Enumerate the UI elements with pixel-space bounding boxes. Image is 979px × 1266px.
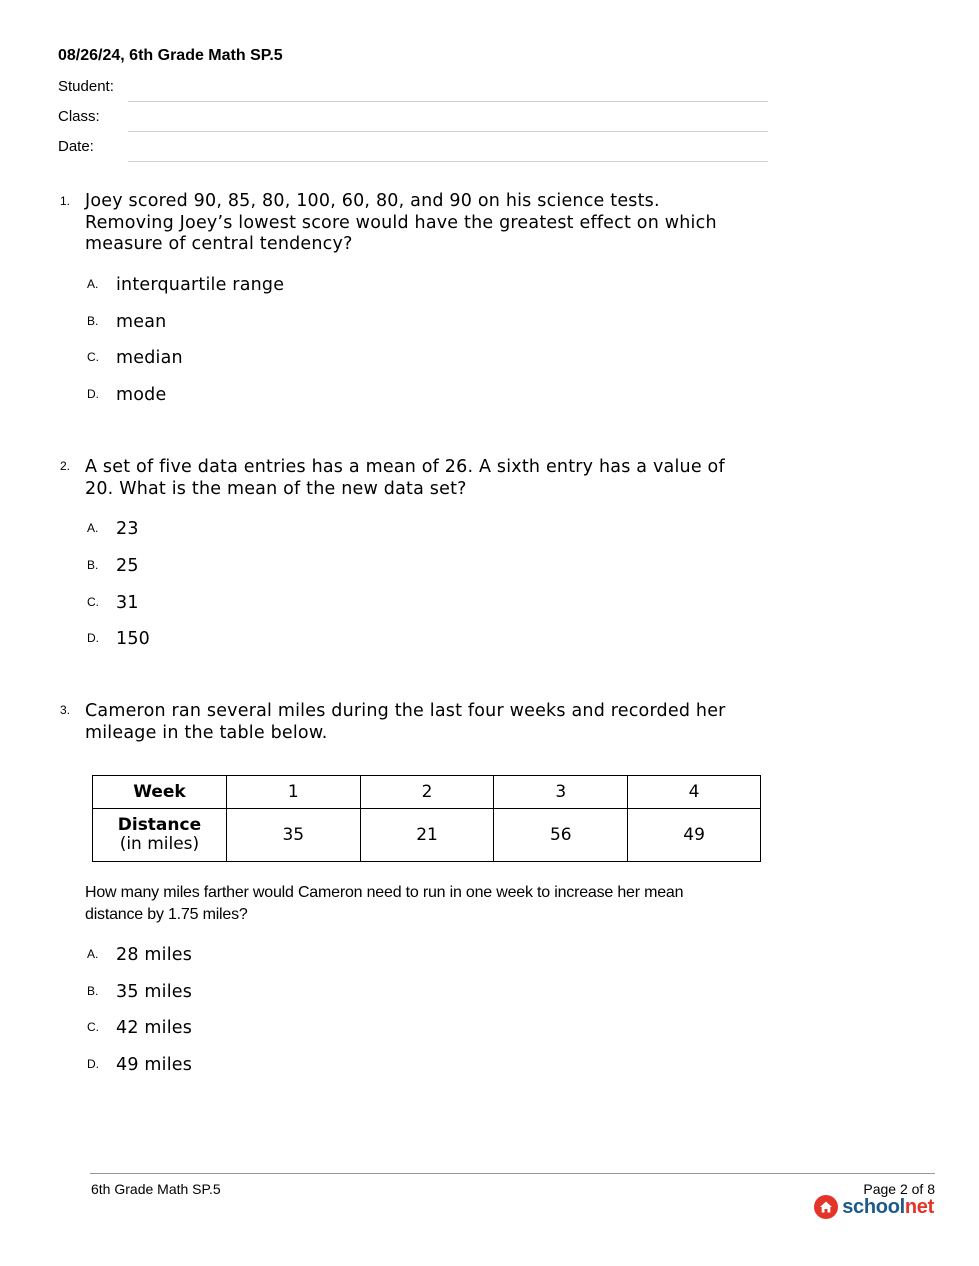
option-text[interactable]: 23	[116, 519, 139, 539]
question-line: Removing Joey’s lowest score would have the greatest effect on which	[85, 212, 717, 233]
followup-line: distance by 1.75 miles?	[85, 906, 248, 923]
question-text	[85, 191, 765, 256]
option-letter: D.	[87, 631, 99, 645]
option-text[interactable]: 150	[116, 629, 151, 649]
option-letter: D.	[87, 1057, 99, 1071]
class-label: Class:	[58, 108, 100, 125]
logo-wordmark: schoolnet	[842, 1195, 934, 1218]
footer-title: 6th Grade Math SP.5	[91, 1181, 221, 1197]
schoolnet-logo	[814, 1195, 934, 1219]
week-row	[93, 776, 761, 809]
option-text[interactable]: 35 miles	[116, 982, 193, 1002]
student-label: Student:	[58, 78, 114, 95]
date-label: Date:	[58, 138, 94, 155]
question-line: mileage in the table below.	[85, 722, 328, 743]
option-letter: A.	[87, 277, 99, 291]
question-line: measure of central tendency?	[85, 234, 353, 254]
week-cell: 3	[494, 776, 628, 809]
question-text	[85, 701, 765, 744]
question-line: 20. What is the mean of the new data set?	[85, 478, 467, 499]
option-text[interactable]: 49 miles	[116, 1055, 193, 1075]
question-number: 3.	[60, 703, 71, 717]
option-letter: C.	[87, 350, 99, 364]
followup-line: How many miles farther would Cameron need to run in one week to increase her mean	[85, 884, 684, 901]
house-icon	[814, 1195, 838, 1219]
question-followup	[85, 882, 765, 926]
class-line	[128, 131, 768, 132]
distance-header: Distance (in miles)	[93, 809, 227, 862]
week-cell: 4	[628, 776, 761, 809]
option-letter: A.	[87, 947, 99, 961]
option-letter: C.	[87, 1020, 99, 1034]
option-text[interactable]: interquartile range	[116, 275, 285, 295]
option-text[interactable]: 25	[116, 556, 139, 576]
date-line	[128, 161, 768, 162]
question-line: A set of five data entries has a mean of 26. A sixth entry has a value of	[85, 457, 725, 477]
option-letter: A.	[87, 521, 99, 535]
option-text[interactable]: 31	[116, 593, 139, 613]
page-indicator: Page 2 of 8	[863, 1181, 935, 1197]
question-line: Joey scored 90, 85, 80, 100, 60, 80, and 90 on his science tests.	[85, 191, 660, 211]
student-line	[128, 101, 768, 102]
week-header: Week	[93, 776, 227, 809]
week-cell: 1	[226, 776, 360, 809]
question-number: 2.	[60, 459, 71, 473]
question-text	[85, 457, 765, 500]
distance-cell: 21	[360, 809, 494, 862]
question-number: 1.	[60, 194, 71, 208]
question-line: Cameron ran several miles during the last four weeks and recorded her	[85, 701, 726, 721]
option-letter: C.	[87, 595, 99, 609]
week-cell: 2	[360, 776, 494, 809]
mileage-table	[92, 775, 761, 862]
distance-cell: 49	[628, 809, 761, 862]
option-letter: B.	[87, 314, 99, 328]
option-text[interactable]: median	[116, 348, 183, 368]
option-text[interactable]: 28 miles	[116, 945, 193, 965]
option-text[interactable]: mode	[116, 385, 167, 405]
option-letter: D.	[87, 387, 99, 401]
option-text[interactable]: mean	[116, 312, 167, 332]
option-letter: B.	[87, 984, 99, 998]
option-text[interactable]: 42 miles	[116, 1018, 193, 1038]
option-letter: B.	[87, 558, 99, 572]
assessment-title: 08/26/24, 6th Grade Math SP.5	[58, 47, 283, 64]
distance-cell: 35	[226, 809, 360, 862]
footer-divider	[90, 1173, 935, 1174]
distance-row	[93, 809, 761, 862]
distance-cell: 56	[494, 809, 628, 862]
